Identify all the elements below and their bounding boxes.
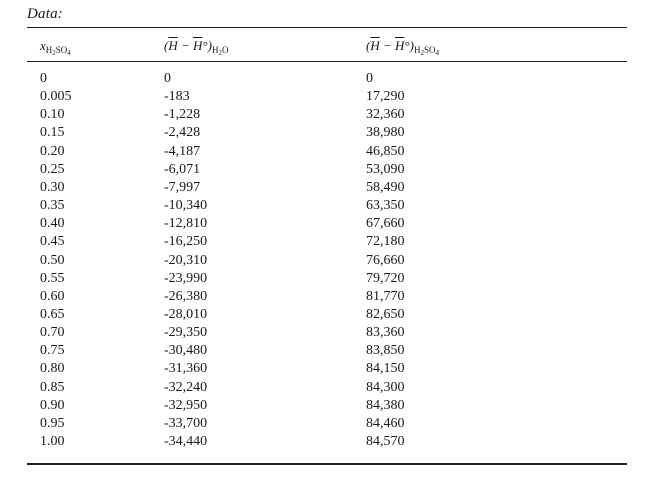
acid-enthalpy-cell: 32,360 — [366, 107, 405, 123]
water-enthalpy-cell: 0 — [164, 71, 171, 86]
water-enthalpy-cell: -32,240 — [164, 379, 208, 395]
acid-enthalpy-cell: 53,090 — [366, 161, 405, 177]
mole-fraction-cell: 0.15 — [40, 125, 65, 141]
table-row — [0, 234, 653, 252]
header-acid-enthalpy-subscript: H2SO4 — [413, 45, 439, 57]
mole-fraction-cell: 1.00 — [40, 434, 65, 449]
water-enthalpy-cell: -4,187 — [164, 143, 201, 159]
mole-fraction-cell: 0.90 — [40, 397, 65, 413]
table-top-rule — [27, 27, 627, 28]
mole-fraction-cell: 0.005 — [40, 89, 72, 105]
table-row — [0, 343, 653, 361]
water-enthalpy-cell: -30,480 — [164, 343, 208, 359]
mole-fraction-cell: 0.65 — [40, 306, 65, 322]
acid-enthalpy-cell: 84,570 — [366, 434, 405, 449]
acid-enthalpy-cell: 83,360 — [366, 325, 405, 341]
acid-enthalpy-cell: 72,180 — [366, 234, 405, 250]
mole-fraction-cell: 0.85 — [40, 379, 65, 395]
mole-fraction-cell: 0.50 — [40, 252, 65, 268]
water-enthalpy-cell: -183 — [164, 89, 190, 105]
table-row — [0, 144, 653, 162]
table-row — [0, 180, 653, 198]
water-enthalpy-cell: -1,228 — [164, 107, 201, 123]
water-enthalpy-cell: -32,950 — [164, 397, 208, 413]
table-row — [0, 253, 653, 271]
water-enthalpy-cell: -23,990 — [164, 270, 208, 286]
water-enthalpy-cell: -28,010 — [164, 306, 208, 322]
acid-enthalpy-cell: 84,300 — [366, 379, 405, 395]
table-row — [0, 271, 653, 289]
water-enthalpy-cell: -7,997 — [164, 179, 201, 195]
header-acid-enthalpy-symbol: $(\overline{H} - \overline{H}^\circ)$ — [366, 38, 414, 53]
water-enthalpy-cell: -6,071 — [164, 161, 201, 177]
mole-fraction-cell: 0.60 — [40, 288, 65, 304]
header-mole-fraction-symbol: x — [40, 38, 46, 53]
water-enthalpy-cell: -31,360 — [164, 361, 208, 377]
acid-enthalpy-cell: 81,770 — [366, 288, 405, 304]
acid-enthalpy-cell: 79,720 — [366, 270, 405, 286]
table-row — [0, 289, 653, 307]
table-row — [0, 398, 653, 416]
header-mole-fraction-subscript: H2SO4 — [45, 45, 71, 57]
table-row — [0, 162, 653, 180]
acid-enthalpy-cell: 17,290 — [366, 89, 405, 105]
header-water-enthalpy-symbol: $(\overline{H} - \overline{H}^\circ)$ — [164, 38, 212, 53]
acid-enthalpy-cell: 46,850 — [366, 143, 405, 159]
table-row — [0, 216, 653, 234]
table-row — [0, 107, 653, 125]
table-caption: Data: — [27, 6, 63, 22]
table-row — [0, 361, 653, 379]
table-row — [0, 307, 653, 325]
water-enthalpy-cell: -34,440 — [164, 434, 208, 449]
acid-enthalpy-cell: 38,980 — [366, 125, 405, 141]
mole-fraction-cell: 0 — [40, 71, 47, 86]
water-enthalpy-cell: -16,250 — [164, 234, 208, 250]
header-water-enthalpy-subscript: H2O — [211, 45, 229, 57]
mole-fraction-cell: 0.55 — [40, 270, 65, 286]
mole-fraction-cell: 0.20 — [40, 143, 65, 159]
acid-enthalpy-cell: 0 — [366, 71, 373, 86]
acid-enthalpy-cell: 84,150 — [366, 361, 405, 377]
mole-fraction-cell: 0.45 — [40, 234, 65, 250]
table-header-rule — [27, 61, 627, 62]
table-row — [0, 198, 653, 216]
water-enthalpy-cell: -12,810 — [164, 216, 208, 232]
mole-fraction-cell: 0.95 — [40, 415, 65, 431]
table-bottom-rule — [27, 463, 627, 465]
mole-fraction-cell: 0.10 — [40, 107, 65, 123]
acid-enthalpy-cell: 84,460 — [366, 415, 405, 431]
table-row — [0, 325, 653, 343]
acid-enthalpy-cell: 63,350 — [366, 198, 405, 214]
water-enthalpy-cell: -10,340 — [164, 198, 208, 214]
water-enthalpy-cell: -26,380 — [164, 288, 208, 304]
mole-fraction-cell: 0.70 — [40, 325, 65, 341]
acid-enthalpy-cell: 76,660 — [366, 252, 405, 268]
table-row — [0, 434, 653, 452]
water-enthalpy-cell: -33,700 — [164, 415, 208, 431]
header-acid-enthalpy — [366, 38, 439, 57]
table-row — [0, 125, 653, 143]
mole-fraction-cell: 0.25 — [40, 161, 65, 177]
acid-enthalpy-cell: 58,490 — [366, 179, 405, 195]
table-row — [0, 71, 653, 89]
mole-fraction-cell: 0.30 — [40, 179, 65, 195]
water-enthalpy-cell: -2,428 — [164, 125, 201, 141]
acid-enthalpy-cell: 83,850 — [366, 343, 405, 359]
header-mole-fraction — [40, 38, 71, 57]
mole-fraction-cell: 0.35 — [40, 198, 65, 214]
table-row — [0, 89, 653, 107]
table-row — [0, 380, 653, 398]
water-enthalpy-cell: -29,350 — [164, 325, 208, 341]
acid-enthalpy-cell: 84,380 — [366, 397, 405, 413]
mole-fraction-cell: 0.80 — [40, 361, 65, 377]
acid-enthalpy-cell: 67,660 — [366, 216, 405, 232]
mole-fraction-cell: 0.75 — [40, 343, 65, 359]
water-enthalpy-cell: -20,310 — [164, 252, 208, 268]
mole-fraction-cell: 0.40 — [40, 216, 65, 232]
table-row — [0, 416, 653, 434]
acid-enthalpy-cell: 82,650 — [366, 306, 405, 322]
header-water-enthalpy — [164, 38, 228, 57]
